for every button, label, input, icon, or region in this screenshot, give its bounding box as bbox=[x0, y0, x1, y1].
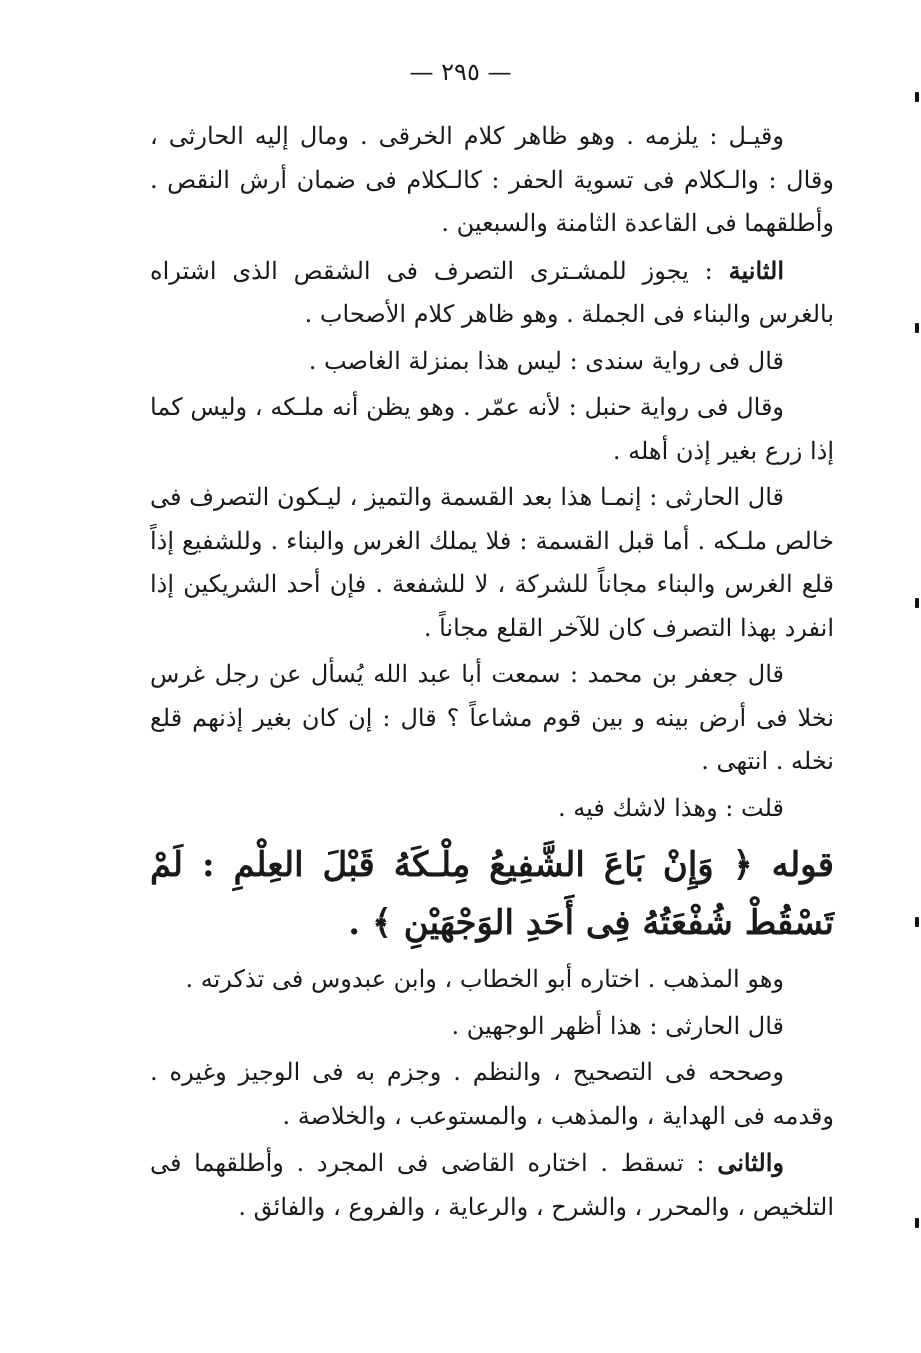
paragraph-3: قال فى رواية سندى : ليس هذا بمنزلة الغاصب . bbox=[308, 346, 784, 375]
paragraph-marker-second-opinion: والثانى bbox=[717, 1148, 784, 1177]
paragraph-11 bbox=[150, 1141, 834, 1229]
scan-edge-mark bbox=[915, 92, 919, 102]
page-number: — ٢٩٥ — bbox=[409, 58, 512, 86]
paragraph-1: وقيـل : يلزمه . وهو ظاهر كلام الخرقى . ومال إليه الحارثى ، وقال : والـكلام فى تسوية الحفر : كالـكلام فى ضمان أرش النقص . وأطلقهما فى القاعدة الثامنة والسبعين . bbox=[150, 122, 834, 237]
paragraph-marker-second: الثانية bbox=[728, 255, 784, 285]
paragraph-9: قال الحارثى : هذا أظهر الوجهين . bbox=[451, 1011, 784, 1040]
paragraph-2 bbox=[150, 249, 834, 337]
paragraph-7: قلت : وهذا لاشك فيه . bbox=[558, 793, 784, 822]
scan-edge-mark bbox=[915, 598, 919, 608]
scan-edge-mark bbox=[915, 323, 919, 333]
paragraph-2-text: : يجوز للمشـترى التصرف فى الشقص الذى اشتراه بالغرس والبناء فى الجملة . وهو ظاهر كلام الأصحاب . bbox=[150, 256, 834, 328]
body-text bbox=[150, 115, 834, 1232]
paragraph-11-text: : تسقط . اختاره القاضى فى المجرد . وأطلقهما فى التلخيص ، والمحرر ، والشرح ، والرعاية ، والفروع ، والفائق . bbox=[150, 1149, 834, 1221]
paragraph-10: وصححه فى التصحيح ، والنظم . وجزم به فى الوجيز وغيره . وقدمه فى الهداية ، والمذهب ، والمستوعب ، والخلاصة . bbox=[150, 1058, 834, 1130]
paragraph-5: قال الحارثى : إنمـا هذا بعد القسمة والتميز ، ليـكون التصرف فى خالص ملـكه . أما قبل القسمة : فلا يملك الغرس والبناء . وللشفيع إذاً قلع الغرس والبناء مجاناً للشركة ، لا للشفعة . فإن أحد الشريكين إذا انفرد بهذا التصرف كان للآخر القلع مجاناً . bbox=[150, 483, 834, 642]
paragraph-4: وقال فى رواية حنبل : لأنه عمّر . وهو يظن أنه ملـكه ، وليس كما إذا زرع بغير إذن أهله . bbox=[150, 393, 834, 465]
scan-edge-mark bbox=[915, 917, 919, 927]
quoted-heading: قوله ﴿ وَإِنْ بَاعَ الشَّفِيعُ مِلْـكَهُ قَبْلَ العِلْمِ : لَمْ تَسْقُطْ شُفْعَتُهُ فِى أَحَدِ الوَجْهَيْنِ ﴾ . bbox=[150, 845, 834, 943]
paragraph-6: قال جعفر بن محمد : سمعت أبا عبد الله يُسأل عن رجل غرس نخلا فى أرض بينه و بين قوم مشاعاً ؟ قال : إن كان بغير إذنهم قلع نخله . انتهى . bbox=[150, 660, 834, 775]
scan-edge-mark bbox=[915, 1218, 919, 1228]
paragraph-8: وهو المذهب . اختاره أبو الخطاب ، وابن عبدوس فى تذكرته . bbox=[185, 965, 784, 993]
